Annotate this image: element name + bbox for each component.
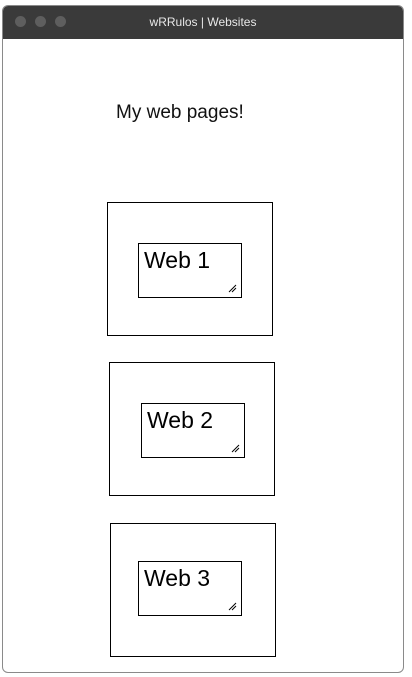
- page-heading: My web pages!: [116, 102, 244, 123]
- browser-window: [2, 5, 404, 673]
- web-1-textbox[interactable]: [138, 243, 242, 298]
- window-title: wRRulos | Websites: [149, 15, 257, 29]
- resize-handle-icon[interactable]: [230, 443, 240, 453]
- resize-handle-icon[interactable]: [227, 601, 237, 611]
- web-2-label: Web 2: [147, 407, 214, 433]
- web-1-label: Web 1: [144, 247, 211, 273]
- resize-handle-icon[interactable]: [227, 283, 237, 293]
- web-card-3: [110, 523, 276, 657]
- web-card-1: [107, 202, 273, 336]
- web-card-2: [109, 362, 275, 496]
- web-3-label: Web 3: [144, 565, 211, 591]
- web-3-textbox[interactable]: [138, 561, 242, 616]
- title-bar: [3, 6, 403, 39]
- web-2-textbox[interactable]: [141, 403, 245, 458]
